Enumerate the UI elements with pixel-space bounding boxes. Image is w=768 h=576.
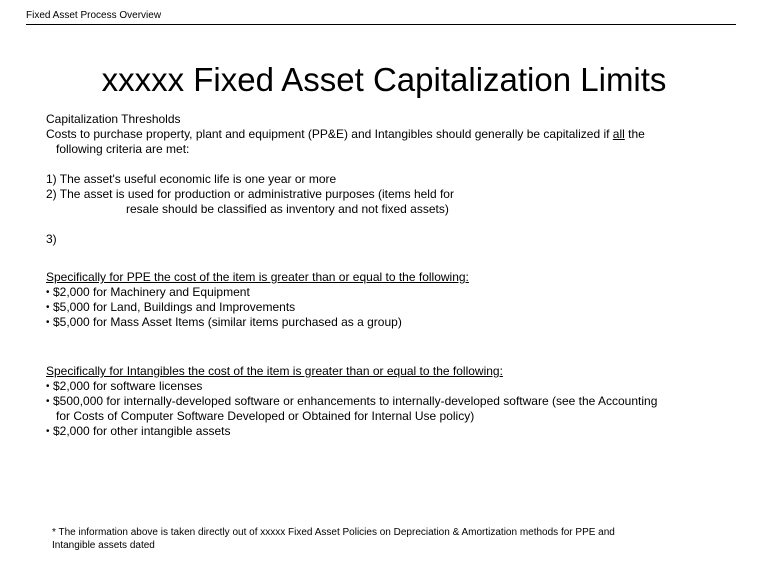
thresholds-intro-line1 [46,127,746,142]
intro-text-pre: Costs to purchase property, plant and equipment (PP&E) and Intangibles should generally be capitalized if [46,127,613,141]
thresholds-intro-line2: following criteria are met: [56,142,190,156]
spacer [46,330,746,364]
intro-text-post: the [624,127,645,141]
intro-emphasis-all: all [612,127,625,141]
spacer [46,157,746,172]
spacer [46,217,746,232]
criterion-3: 3) [46,232,57,246]
ppe-item-land: • $5,000 for Land, Buildings and Improvements [46,300,746,315]
footnote [52,526,752,552]
slide-body [46,112,746,439]
ppe-item-mass-asset: • $5,000 for Mass Asset Items (similar items purchased as a group) [46,315,746,330]
ppe-heading: Specifically for PPE the cost of the item is greater than or equal to the following: [46,270,469,284]
criterion-2-line2: resale should be classified as inventory and not fixed assets) [126,202,449,216]
spacer [46,247,746,270]
intangibles-item-software-licenses: • $2,000 for software licenses [46,379,746,394]
footnote-line2: Intangible assets dated [52,540,155,551]
criterion-1: 1) The asset's useful economic life is one year or more [46,172,337,186]
header-title: Fixed Asset Process Overview [26,10,162,21]
ppe-item-machinery: • $2,000 for Machinery and Equipment [46,285,746,300]
intangibles-heading: Specifically for Intangibles the cost of the item is greater than or equal to the following: [46,364,503,378]
header-divider [26,24,736,25]
intangibles-item-internal-software: • $500,000 for internally-developed software or enhancements to internally-developed software (see the Accounting [46,394,746,409]
intangibles-item-internal-software-cont: for Costs of Computer Software Developed or Obtained for Internal Use policy) [56,409,475,423]
footnote-line1: * The information above is taken directly out of xxxxx Fixed Asset Policies on Depreciation & Amortization methods for PPE and [52,527,615,538]
page-title: xxxxx Fixed Asset Capitalization Limits [101,61,667,98]
criterion-2-line1: 2) The asset is used for production or administrative purposes (items held for [46,187,454,201]
thresholds-heading: Capitalization Thresholds [46,112,181,126]
intangibles-item-other: • $2,000 for other intangible assets [46,424,746,439]
